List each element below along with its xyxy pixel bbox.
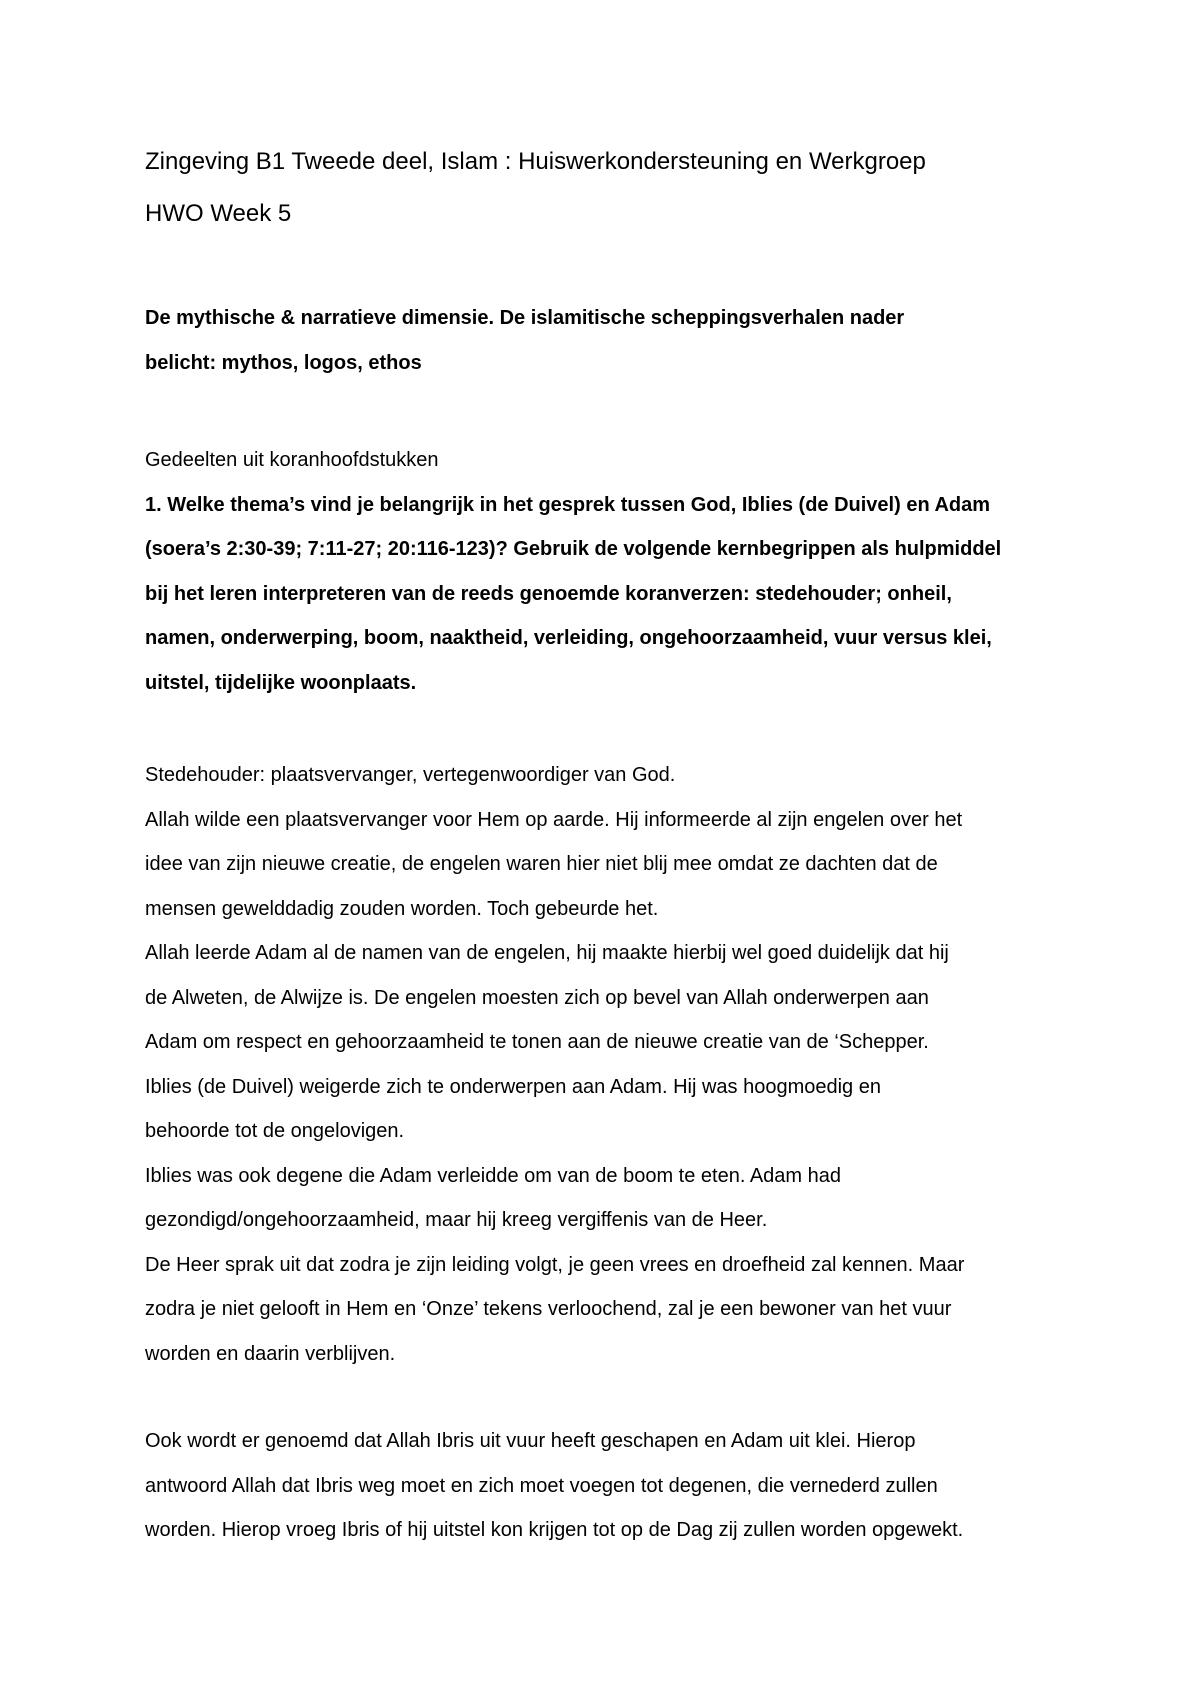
answer-line: De Heer sprak uit dat zodra je zijn leiding volgt, je geen vrees en droefheid zal kennen. Maar xyxy=(145,1253,965,1276)
answer-paragraph-2 xyxy=(145,1419,1105,1553)
answer-line: Iblies (de Duivel) weigerde zich te onderwerpen aan Adam. Hij was hoogmoedig en xyxy=(145,1075,881,1098)
question-line: bij het leren interpreteren van de reeds genoemde koranverzen: stedehouder; onheil, xyxy=(145,582,952,605)
answer-line: Allah leerde Adam al de namen van de engelen, hij maakte hierbij wel goed duidelijk dat hij xyxy=(145,942,949,964)
answer-line: Ook wordt er genoemd dat Allah Ibris uit vuur heeft geschapen en Adam uit klei. Hierop xyxy=(145,1430,916,1452)
answer-line: idee van zijn nieuwe creatie, de engelen waren hier niet blij mee omdat ze dachten dat de xyxy=(145,853,938,875)
answer-line: Stedehouder: plaatsvervanger, vertegenwoordiger van God. xyxy=(145,764,676,786)
section-label: Gedeelten uit koranhoofdstukken xyxy=(145,449,439,471)
answer-line: behoorde tot de ongelovigen. xyxy=(145,1120,405,1142)
question-line: 1. Welke thema’s vind je belangrijk in het gesprek tussen God, Iblies (de Duivel) en Adam xyxy=(145,493,991,516)
answer-line: Adam om respect en gehoorzaamheid te tonen aan de nieuwe creatie van de ‘Schepper. xyxy=(145,1031,929,1053)
document-header xyxy=(145,136,1105,240)
question-line: (soera’s 2:30-39; 7:11-27; 20:116-123)? Gebruik de volgende kernbegrippen als hulpmiddel xyxy=(145,538,1002,560)
answer-line: Iblies was ook degene die Adam verleidde om van de boom te eten. Adam had xyxy=(145,1164,842,1187)
document-subtitle: HWO Week 5 xyxy=(145,200,292,227)
answer-line: worden en daarin verblijven. xyxy=(145,1342,396,1365)
section-heading xyxy=(145,296,1105,385)
answer-paragraph-1 xyxy=(145,753,1105,1376)
answer-line: worden. Hierop vroeg Ibris of hij uitstel kon krijgen tot op de Dag zij zullen worden opgewekt. xyxy=(145,1519,964,1541)
heading-line: De mythische & narratieve dimensie. De islamitische scheppingsverhalen nader xyxy=(145,307,905,329)
question-line: namen, onderwerping, boom, naaktheid, verleiding, ongehoorzaamheid, vuur versus klei, xyxy=(145,627,992,649)
question-line: uitstel, tijdelijke woonplaats. xyxy=(145,671,417,694)
heading-line: belicht: mythos, logos, ethos xyxy=(145,351,422,374)
document-title: Zingeving B1 Tweede deel, Islam : Huiswerkondersteuning en Werkgroep xyxy=(145,148,926,175)
answer-line: de Alweten, de Alwijze is. De engelen moesten zich op bevel van Allah onderwerpen aan xyxy=(145,986,929,1009)
answer-line: antwoord Allah dat Ibris weg moet en zich moet voegen tot degenen, die vernederd zullen xyxy=(145,1474,938,1497)
answer-line: mensen gewelddadig zouden worden. Toch gebeurde het. xyxy=(145,897,659,920)
answer-line: zodra je niet gelooft in Hem en ‘Onze’ tekens verloochend, zal je een bewoner van het vuur xyxy=(145,1298,952,1320)
question-section xyxy=(145,438,1105,705)
answer-line: Allah wilde een plaatsvervanger voor Hem op aarde. Hij informeerde al zijn engelen over het xyxy=(145,808,963,831)
answer-line: gezondigd/ongehoorzaamheid, maar hij kreeg vergiffenis van de Heer. xyxy=(145,1209,768,1231)
